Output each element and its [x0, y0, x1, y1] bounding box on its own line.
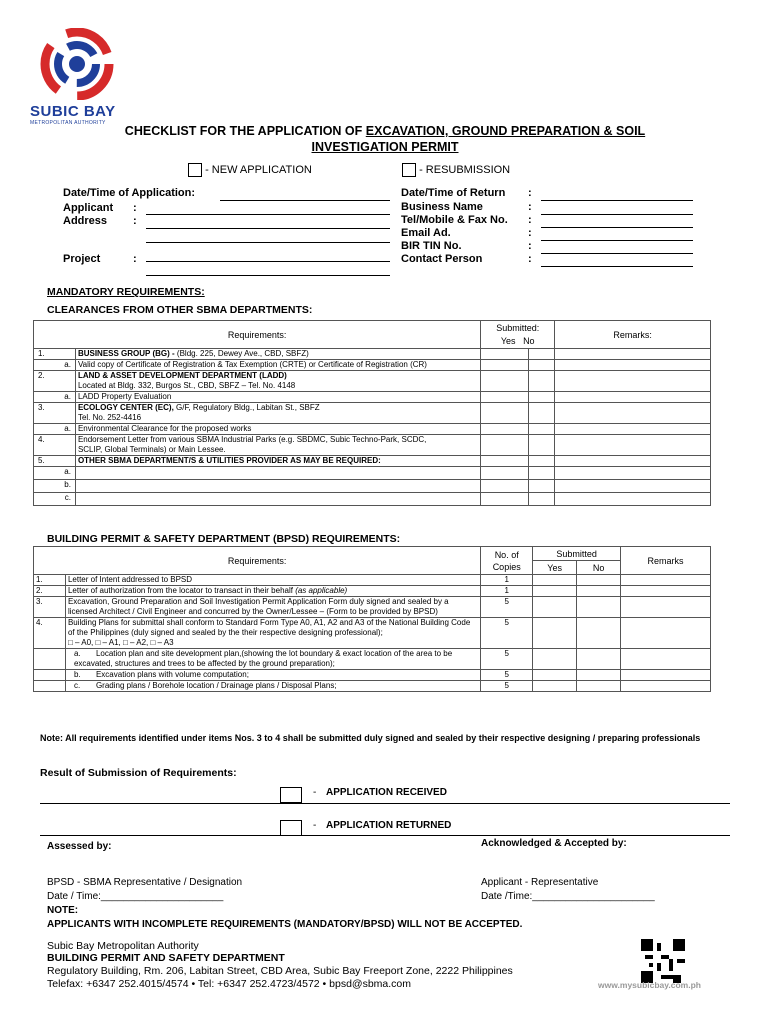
right-colon-4: : — [528, 240, 532, 252]
row-text: Excavation plans with volume computation; — [95, 670, 249, 679]
t2-header-no: No — [577, 561, 621, 575]
row-number: b. — [34, 480, 76, 493]
row-text: Letter of Intent addressed to BPSD — [67, 575, 193, 584]
right-colon-3: : — [528, 227, 532, 239]
yes-cell[interactable] — [481, 403, 529, 424]
row-number — [34, 670, 66, 681]
row-number: 3. — [34, 403, 76, 424]
right-colon-1: : — [528, 201, 532, 213]
row-number: a. — [34, 424, 76, 435]
row-dept: OTHER SBMA DEPARTMENT/S & UTILITIES PROVIDER AS MAY BE REQUIRED: — [77, 456, 381, 465]
t1-yes-label: Yes — [500, 335, 516, 346]
new-application-label: - NEW APPLICATION — [205, 163, 312, 176]
return-datetime-field[interactable] — [541, 200, 693, 201]
bpsd-rep-label: BPSD - SBMA Representative / Designation — [47, 877, 243, 888]
row-text: LADD Property Evaluation — [77, 392, 172, 401]
note2-label: NOTE: — [47, 905, 79, 916]
table-row — [34, 371, 711, 392]
logo-name: SUBIC BAY — [30, 103, 116, 120]
new-application-checkbox[interactable] — [188, 163, 202, 177]
yes-cell[interactable] — [533, 575, 577, 586]
clearances-table — [33, 320, 711, 506]
footer-address: Regulatory Building, Rm. 206, Labitan Street, CBD Area, Subic Bay Freeport Zone, 2222 Philippines — [47, 965, 513, 977]
title-pre: CHECKLIST FOR THE APPLICATION OF — [124, 124, 366, 138]
no-cell[interactable] — [529, 493, 555, 506]
row-requirement — [75, 467, 480, 480]
remarks-cell[interactable] — [621, 670, 711, 681]
remarks-cell[interactable] — [555, 360, 711, 371]
remarks-cell[interactable] — [621, 597, 711, 618]
copies-cell: 5 — [481, 649, 533, 670]
returned-checkbox[interactable] — [280, 820, 302, 836]
new-application-option — [188, 163, 312, 177]
row-requirement — [75, 456, 480, 467]
remarks-cell[interactable] — [555, 467, 711, 480]
row-number: 1. — [34, 349, 76, 360]
right-field-label-1: Business Name — [401, 201, 483, 213]
right-field-label-0: Date/Time of Return — [401, 187, 506, 199]
bpsd-table — [33, 546, 711, 692]
table-row — [34, 681, 711, 692]
row-requirement — [75, 349, 480, 360]
right-field-label-2: Tel/Mobile & Fax No. — [401, 214, 508, 226]
no-cell[interactable] — [577, 586, 621, 597]
row-requirement — [65, 597, 480, 618]
table-row — [34, 403, 711, 424]
row-requirement — [65, 586, 480, 597]
email-field[interactable] — [541, 240, 693, 241]
t1-submitted-label: Submitted: — [496, 322, 540, 333]
right-field-label-3: Email Ad. — [401, 227, 451, 239]
no-cell[interactable] — [529, 403, 555, 424]
received-dash: - — [313, 787, 317, 798]
address-label: Address — [63, 215, 108, 227]
yes-cell[interactable] — [481, 435, 529, 456]
table-row — [34, 649, 711, 670]
no-cell[interactable] — [577, 575, 621, 586]
t2-header-copies: No. of Copies — [481, 547, 533, 575]
table-row — [34, 597, 711, 618]
yes-cell[interactable] — [481, 493, 529, 506]
no-cell[interactable] — [529, 480, 555, 493]
row-text: Located at Bldg. 332, Burgos St., CBD, SBFZ – Tel. No. 4148 — [77, 381, 296, 390]
table-row — [34, 435, 711, 456]
row-text: Location plan and site development plan,(showing the lot boundary & exact location of the area to be excavated, structures and trees to be affected by the ground preparation); — [73, 649, 453, 668]
table-row — [34, 392, 711, 403]
yes-cell[interactable] — [533, 597, 577, 618]
no-cell[interactable] — [577, 597, 621, 618]
row-text: (Bldg. 225, Dewey Ave., CBD, SBFZ) — [176, 349, 309, 358]
remarks-cell[interactable] — [555, 424, 711, 435]
table-row — [34, 670, 711, 681]
applicant-label: Applicant — [63, 202, 114, 214]
row-requirement — [75, 360, 480, 371]
datetime-application-label: Date/Time of Application: — [63, 187, 196, 199]
remarks-cell[interactable] — [555, 371, 711, 392]
row-number: 2. — [34, 371, 76, 392]
row-requirement — [65, 649, 480, 670]
table-row — [34, 467, 711, 480]
table-row — [34, 575, 711, 586]
copies-cell: 5 — [481, 670, 533, 681]
row-number: 5. — [34, 456, 76, 467]
acknowledged-label: Acknowledged & Accepted by: — [481, 838, 627, 849]
result-line-2 — [40, 835, 730, 836]
no-cell[interactable] — [577, 649, 621, 670]
bpsd-date-label: Date / Time:______________________ — [47, 891, 224, 902]
address-field-2[interactable] — [146, 242, 390, 243]
t1-no-label: No — [523, 335, 535, 346]
row-number: 4. — [34, 618, 66, 649]
logo-sub: METROPOLITAN AUTHORITY — [30, 120, 106, 126]
footer-tel: Telefax: +6347 252.4015/4574 • Tel: +6347 252.4723/4572 • bpsd@sbma.com — [47, 978, 412, 990]
row-sub-number: b. — [73, 670, 81, 679]
right-colon-2: : — [528, 214, 532, 226]
row-requirement — [75, 371, 480, 392]
copies-cell: 1 — [481, 575, 533, 586]
row-sub-number: a. — [73, 649, 81, 658]
yes-cell[interactable] — [481, 424, 529, 435]
copies-cell: 1 — [481, 586, 533, 597]
remarks-cell[interactable] — [555, 493, 711, 506]
remarks-cell[interactable] — [621, 618, 711, 649]
t1-header-remarks: Remarks: — [555, 321, 711, 349]
yes-cell[interactable] — [533, 586, 577, 597]
table-row — [34, 480, 711, 493]
address-field-1[interactable] — [146, 228, 390, 229]
no-cell[interactable] — [529, 456, 555, 467]
no-cell[interactable] — [577, 681, 621, 692]
row-requirement — [65, 618, 480, 649]
row-number — [34, 649, 66, 670]
row-number: 4. — [34, 435, 76, 456]
copies-cell: 5 — [481, 597, 533, 618]
row-text-2: SCLIP, Global Terminals) or Main Lessee. — [77, 445, 226, 454]
yes-cell[interactable] — [533, 649, 577, 670]
row-requirement — [75, 424, 480, 435]
bpsd-heading: BUILDING PERMIT & SAFETY DEPARTMENT (BPSD) REQUIREMENTS: — [47, 533, 401, 545]
table-row — [34, 349, 711, 360]
row-dept: LAND & ASSET DEVELOPMENT DEPARTMENT (LADD) — [77, 371, 287, 380]
no-cell[interactable] — [529, 360, 555, 371]
copies-cell: 5 — [481, 618, 533, 649]
no-cell[interactable] — [529, 349, 555, 360]
row-text-italic: (as applicable) — [295, 586, 348, 595]
row-sub-number: c. — [73, 681, 81, 690]
row-text: Building Plans for submittal shall conform to Standard Form Type A0, A1, A2 and A3 of the National Building Code of the Philippines (duly signed and sealed by the their respective designing professional); — [67, 618, 471, 637]
title-u1: EXCAVATION, GROUND PREPARATION & SOIL — [365, 124, 646, 138]
sbma-logo — [30, 28, 125, 126]
t2-header-req: Requirements: — [34, 547, 481, 575]
right-colon-0: : — [528, 187, 532, 199]
applicant-colon: : — [133, 202, 137, 214]
sbma-logo-icon — [30, 28, 125, 100]
remarks-cell[interactable] — [621, 681, 711, 692]
row-number: c. — [34, 493, 76, 506]
right-field-label-5: Contact Person — [401, 253, 483, 265]
no-cell[interactable] — [529, 392, 555, 403]
row-number: 3. — [34, 597, 66, 618]
received-checkbox[interactable] — [280, 787, 302, 803]
yes-cell[interactable] — [481, 349, 529, 360]
remarks-cell[interactable] — [555, 349, 711, 360]
page-title — [0, 123, 770, 155]
table-row — [34, 493, 711, 506]
row-requirement — [75, 480, 480, 493]
no-cell[interactable] — [577, 670, 621, 681]
row-requirement — [75, 403, 480, 424]
copies-cell: 5 — [481, 681, 533, 692]
no-cell[interactable] — [529, 435, 555, 456]
result-line-1 — [40, 803, 730, 804]
note2-text: APPLICANTS WITH INCOMPLETE REQUIREMENTS (MANDATORY/BPSD) WILL NOT BE ACCEPTED. — [47, 919, 523, 930]
remarks-cell[interactable] — [555, 392, 711, 403]
row-dept: ECOLOGY CENTER (EC), — [77, 403, 174, 412]
project-field-2[interactable] — [146, 275, 390, 276]
right-field-label-4: BIR TIN No. — [401, 240, 462, 252]
row-text: Valid copy of Certificate of Registration & Tax Exemption (CRTE) or Certificate of Registration (CR) — [77, 360, 427, 369]
project-label: Project — [63, 253, 101, 265]
returned-dash: - — [313, 820, 317, 831]
no-cell[interactable] — [529, 371, 555, 392]
returned-label: APPLICATION RETURNED — [326, 820, 452, 831]
qr-code-icon — [641, 939, 685, 983]
mandatory-heading: MANDATORY REQUIREMENTS: — [47, 286, 205, 298]
row-dept: BUSINESS GROUP (BG) - — [77, 349, 177, 358]
project-field-1[interactable] — [146, 261, 390, 262]
yes-cell[interactable] — [481, 371, 529, 392]
clearances-heading: CLEARANCES FROM OTHER SBMA DEPARTMENTS: — [47, 304, 313, 316]
applicant-date-label: Date /Time:______________________ — [481, 891, 655, 902]
yes-cell[interactable] — [481, 360, 529, 371]
contact-field[interactable] — [541, 266, 693, 267]
tin-field[interactable] — [541, 253, 693, 254]
datetime-application-field[interactable] — [220, 200, 390, 201]
row-text: Environmental Clearance for the proposed works — [77, 424, 252, 433]
row-requirement — [65, 670, 480, 681]
result-heading: Result of Submission of Requirements: — [40, 767, 237, 779]
t2-header-remarks: Remarks — [621, 547, 711, 575]
row-requirement — [65, 681, 480, 692]
received-label: APPLICATION RECEIVED — [326, 787, 447, 798]
row-requirement — [75, 435, 480, 456]
row-number: a. — [34, 392, 76, 403]
assessed-label: Assessed by: — [47, 841, 112, 852]
row-requirement — [65, 575, 480, 586]
footer-org: Subic Bay Metropolitan Authority — [47, 940, 199, 952]
table-row — [34, 618, 711, 649]
table-row — [34, 424, 711, 435]
t1-header-submitted — [481, 321, 555, 349]
title-u2: INVESTIGATION PERMIT — [311, 140, 459, 154]
tel-field[interactable] — [541, 227, 693, 228]
t1-header-req: Requirements: — [34, 321, 481, 349]
yes-cell[interactable] — [533, 681, 577, 692]
yes-cell[interactable] — [481, 467, 529, 480]
remarks-cell[interactable] — [555, 435, 711, 456]
no-cell[interactable] — [529, 424, 555, 435]
row-text: Excavation, Ground Preparation and Soil Investigation Permit Application Form duly signed and sealed by a licensed Architect / Civil Engineer and concurred by the Owner/Lessee – (Form to be provided by BPSD) — [67, 597, 449, 616]
row-number: a. — [34, 360, 76, 371]
row-requirement — [75, 392, 480, 403]
address-colon: : — [133, 215, 137, 227]
table-row — [34, 360, 711, 371]
yes-cell[interactable] — [533, 618, 577, 649]
table-row — [34, 456, 711, 467]
footer-web: www.mysubicbay.com.ph — [598, 980, 701, 990]
yes-cell[interactable] — [481, 480, 529, 493]
row-number: a. — [34, 467, 76, 480]
row-text: Endorsement Letter from various SBMA Industrial Parks (e.g. SBDMC, Subic Techno-Park, SCDC, — [77, 435, 427, 444]
yes-cell[interactable] — [481, 456, 529, 467]
row-text-2: Tel. No. 252-4416 — [77, 413, 142, 422]
remarks-cell[interactable] — [621, 586, 711, 597]
right-colon-5: : — [528, 253, 532, 265]
no-cell[interactable] — [577, 618, 621, 649]
t2-header-submitted: Submitted — [533, 547, 621, 561]
resubmission-label: - RESUBMISSION — [419, 163, 511, 176]
row-text-2: □ – A0, □ – A1, □ – A2, □ – A3 — [67, 638, 174, 647]
row-requirement — [75, 493, 480, 506]
remarks-cell[interactable] — [555, 480, 711, 493]
project-colon: : — [133, 253, 137, 265]
row-text: Letter of authorization from the locator to transact in their behalf — [67, 586, 296, 595]
note-signed: Note: All requirements identified under items Nos. 3 to 4 shall be submitted duly signed and sealed by their respective designing / preparing professionals — [40, 733, 701, 743]
remarks-cell[interactable] — [621, 575, 711, 586]
footer-dept: BUILDING PERMIT AND SAFETY DEPARTMENT — [47, 952, 285, 964]
resubmission-option — [402, 163, 510, 177]
resubmission-checkbox[interactable] — [402, 163, 416, 177]
yes-cell[interactable] — [533, 670, 577, 681]
remarks-cell[interactable] — [555, 403, 711, 424]
t2-header-yes: Yes — [533, 561, 577, 575]
row-number: 2. — [34, 586, 66, 597]
business-name-field[interactable] — [541, 214, 693, 215]
applicant-rep-label: Applicant - Representative — [481, 877, 599, 888]
no-cell[interactable] — [529, 467, 555, 480]
table-row — [34, 586, 711, 597]
remarks-cell[interactable] — [621, 649, 711, 670]
yes-cell[interactable] — [481, 392, 529, 403]
remarks-cell[interactable] — [555, 456, 711, 467]
applicant-field[interactable] — [146, 214, 390, 215]
row-number: 1. — [34, 575, 66, 586]
row-text: Grading plans / Borehole location / Drainage plans / Disposal Plans; — [95, 681, 337, 690]
row-text: G/F, Regulatory Bldg., Labitan St., SBFZ — [176, 403, 320, 412]
row-number — [34, 681, 66, 692]
